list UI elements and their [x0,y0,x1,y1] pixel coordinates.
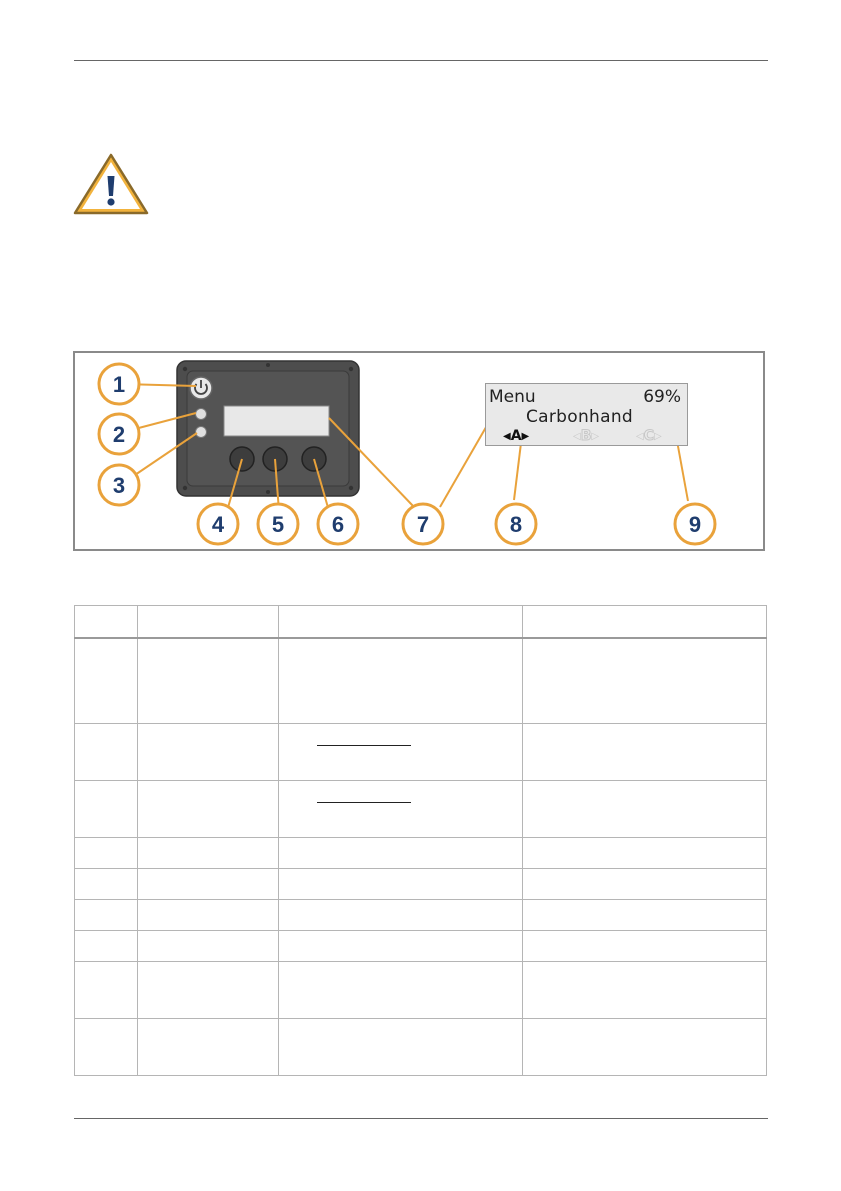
svg-text:8: 8 [509,512,523,537]
left-arrow-icon: ◀ [503,431,511,442]
svg-text:5: 5 [271,512,285,537]
display-closeup [485,383,688,446]
table-row [75,1019,767,1076]
display-menu-label: Menu [489,387,536,407]
status-led-2 [196,427,207,438]
table-row [75,931,767,962]
table-header-row [75,606,767,639]
control-panel-figure [73,351,765,551]
table-row [75,869,767,900]
table-header-cell [138,606,279,639]
table-row [75,900,767,931]
table-row [75,781,767,838]
callout-7 [403,504,443,544]
display-tab-a: ◀A▶ [503,428,530,444]
callout-1 [99,364,139,404]
callout-5 [258,504,298,544]
table-row [75,838,767,869]
left-arrow-icon: ◁ [573,431,581,442]
table-row [75,638,767,724]
footer-rule [74,1118,768,1119]
callout-8 [496,504,536,544]
callout-9 [675,504,715,544]
svg-text:9: 9 [688,512,702,537]
callout-4 [198,504,238,544]
right-arrow-icon: ▷ [591,431,600,442]
callout-2 [99,414,139,454]
svg-text:7: 7 [416,512,430,537]
panel-display [224,406,329,436]
display-tab-c: ◁C▷ [636,428,662,444]
left-arrow-icon: ◁ [636,431,644,442]
underlined-text-placeholder [317,802,411,803]
table-header-cell [279,606,523,639]
component-table [74,605,767,1076]
svg-text:3: 3 [112,473,126,498]
svg-text:1: 1 [112,372,126,397]
svg-text:4: 4 [211,512,225,537]
table-header-cell [523,606,767,639]
device-panel [177,361,359,496]
display-battery-percent: 69% [643,387,681,407]
display-tab-b: ◁B▷ [573,428,600,444]
table-header-cell [75,606,138,639]
underlined-text-placeholder [317,745,411,746]
callout-3 [99,465,139,505]
svg-text:6: 6 [331,512,345,537]
display-device-name: Carbonhand [526,407,634,427]
warning-triangle-icon [72,152,150,216]
svg-text:2: 2 [112,422,126,447]
status-led-1 [196,409,207,420]
table-row [75,962,767,1019]
right-arrow-icon: ▶ [521,431,530,442]
header-rule [74,60,768,61]
table-row [75,724,767,781]
right-arrow-icon: ▷ [653,431,662,442]
callout-6 [318,504,358,544]
